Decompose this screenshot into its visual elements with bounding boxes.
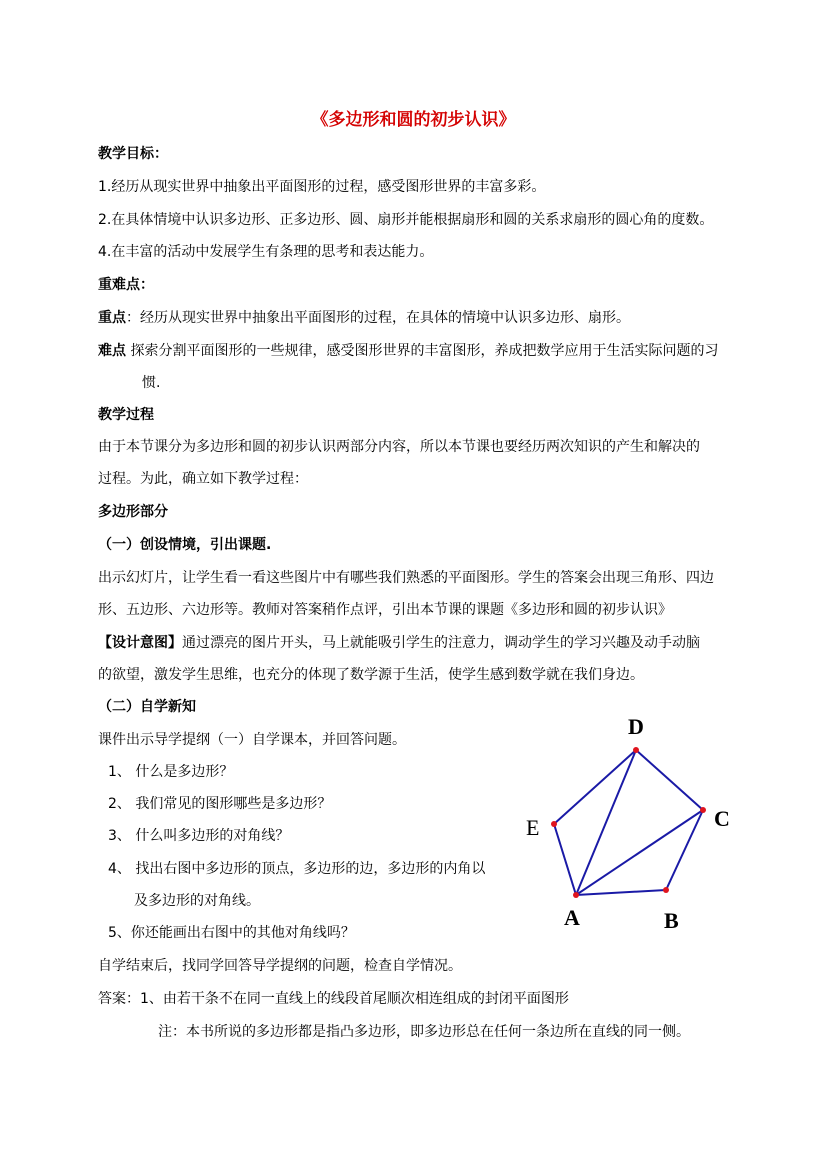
vertex-label-a: A xyxy=(564,905,580,930)
vertex-label-b: B xyxy=(664,908,679,933)
vertex-point-b xyxy=(663,887,669,893)
pentagon-diagonals xyxy=(576,750,703,895)
design-intent-line-1 xyxy=(98,633,700,653)
process-intro-line-2: 过程。为此，确立如下教学过程： xyxy=(98,471,308,487)
edge-de xyxy=(554,750,636,824)
question-5: 5、你还能画出右图中的其他对角线吗？ xyxy=(108,925,355,941)
answer-note: 注：本书所说的多边形都是指凸多边形，即多边形总在任何一条边所在直线的同一侧。 xyxy=(158,1024,690,1040)
difficult-point-label: 难点 xyxy=(98,343,126,359)
edge-ab xyxy=(576,890,666,895)
diagonal-ad xyxy=(576,750,636,895)
section-2-heading: （二）自学新知 xyxy=(98,699,196,715)
vertex-point-d xyxy=(633,747,639,753)
vertex-point-a xyxy=(573,892,579,898)
question-1: 1、 什么是多边形？ xyxy=(108,764,234,780)
pentagon-diagram xyxy=(520,712,750,942)
after-self-study: 自学结束后，找同学回答导学提纲的问题，检查自学情况。 xyxy=(98,958,462,974)
difficult-point-line xyxy=(98,341,718,361)
difficult-point-text-cont: 惯. xyxy=(142,375,161,391)
vertex-point-c xyxy=(700,807,706,813)
edge-cd xyxy=(636,750,703,810)
question-3: 3、 什么叫多边形的对角线？ xyxy=(108,828,290,844)
objective-item-1: 1.经历从现实世界中抽象出平面图形的过程，感受图形世界的丰富多彩。 xyxy=(98,179,546,195)
difficult-point-text: 探索分割平面图形的一些规律，感受图形世界的丰富图形，养成把数学应用于生活实际问题的习 xyxy=(126,343,719,359)
vertex-label-e: E xyxy=(526,815,540,840)
key-point-label: 重点 xyxy=(98,310,126,326)
key-point-line xyxy=(98,308,630,328)
section-2-intro: 课件出示导学提纲（一）自学课本，并回答问题。 xyxy=(98,732,406,748)
objective-item-3: 4.在丰富的活动中发展学生有条理的思考和表达能力。 xyxy=(98,244,434,260)
design-intent-line-2: 的欲望，激发学生思维，也充分的体现了数学源于生活，使学生感到数学就在我们身边。 xyxy=(98,667,644,683)
key-point-text: ：经历从现实世界中抽象出平面图形的过程，在具体的情境中认识多边形、扇形。 xyxy=(126,310,630,326)
objective-item-2: 2.在具体情境中认识多边形、正多边形、圆、扇形并能根据扇形和圆的关系求扇形的圆心角的度数。 xyxy=(98,212,714,228)
process-intro-line-1: 由于本节课分为多边形和圆的初步认识两部分内容，所以本节课也要经历两次知识的产生和解决的 xyxy=(98,439,700,455)
design-intent-text: 通过漂亮的图片开头，马上就能吸引学生的注意力，调动学生的学习兴趣及动手动脑 xyxy=(182,635,700,651)
question-4-cont: 及多边形的对角线。 xyxy=(134,893,260,909)
answer-1: 答案：1、由若干条不在同一直线上的线段首尾顺次相连组成的封闭平面图形 xyxy=(98,991,569,1007)
question-4: 4、 找出右图中多边形的顶点，多边形的边，多边形的内角以 xyxy=(108,861,486,877)
process-heading: 教学过程 xyxy=(98,407,154,423)
section-1-paragraph-line-1: 出示幻灯片，让学生看一看这些图片中有哪些我们熟悉的平面图形。学生的答案会出现三角形、四边 xyxy=(98,570,714,586)
vertex-point-e xyxy=(551,821,557,827)
vertex-label-c: C xyxy=(714,806,730,831)
question-2: 2、 我们常见的图形哪些是多边形？ xyxy=(108,796,332,812)
key-heading: 重难点： xyxy=(98,277,154,293)
section-1-heading: （一）创设情境，引出课题. xyxy=(98,537,272,553)
pentagon-edges xyxy=(554,750,703,895)
section-1-paragraph-line-2: 形、五边形、六边形等。教师对答案稍作点评，引出本节课的课题《多边形和圆的初步认识》 xyxy=(98,602,672,618)
design-intent-label: 【设计意图】 xyxy=(98,635,182,651)
vertex-label-d: D xyxy=(628,714,644,739)
polygon-part-heading: 多边形部分 xyxy=(98,504,168,520)
objectives-heading: 教学目标： xyxy=(98,146,168,162)
edge-ea xyxy=(554,824,576,895)
document-title: 《多边形和圆的初步认识》 xyxy=(311,110,516,130)
